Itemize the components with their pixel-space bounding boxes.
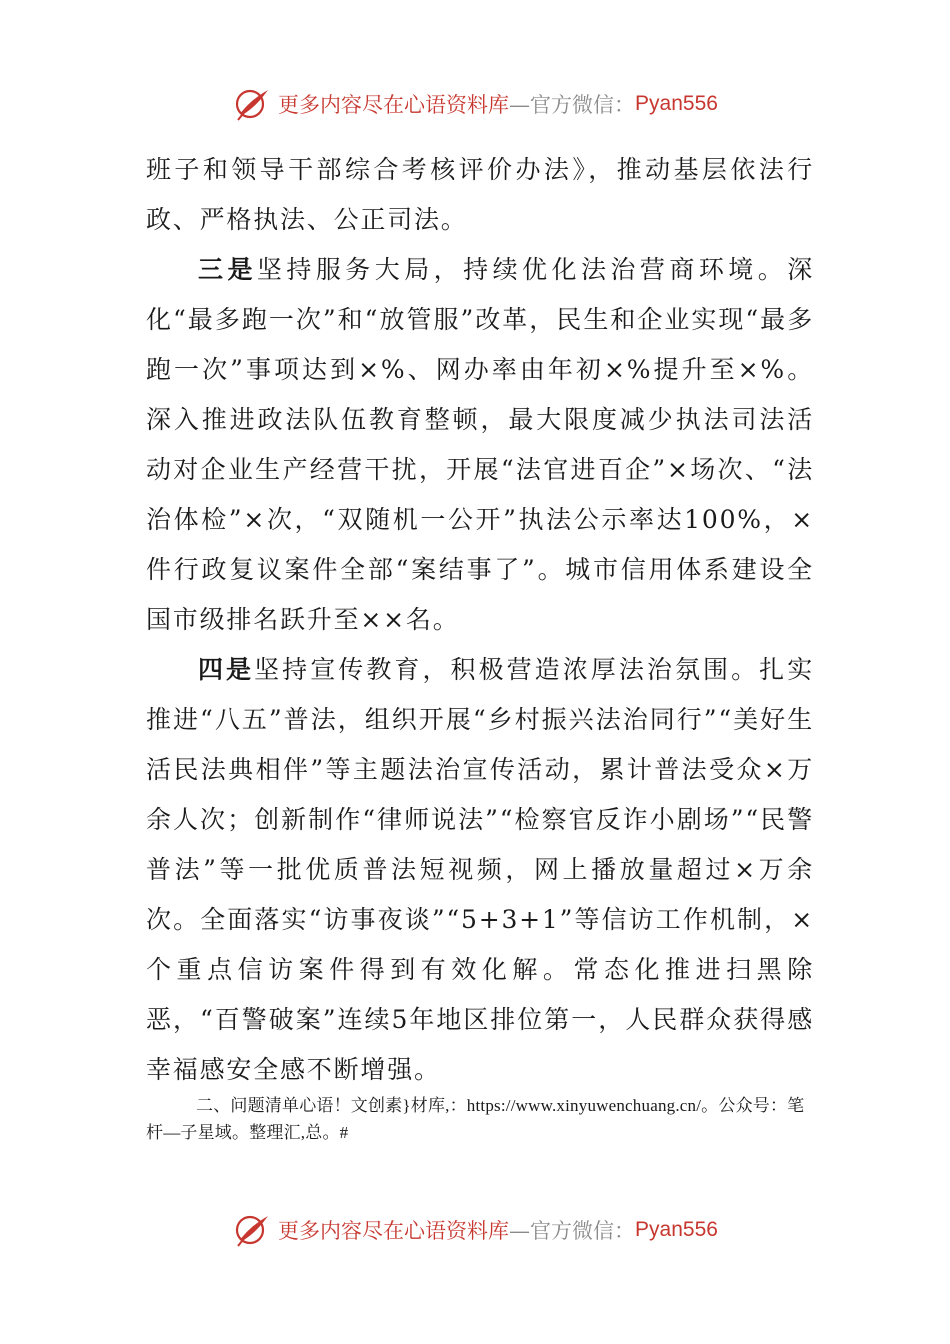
paragraph-text: 坚持服务大局，持续优化法治营商环境。深化“最多跑一次”和“放管服”改革，民生和企业实现“最多跑一次”事项达到×%、网办率由年初×%提升至×%。深入推进政法队伍教育整顿，最大限度减少执法司法活动对企业生产经营干扰，开展“法官进百企”×场次、“法治体检”×次，“双随机一公开”执法公示率达100%，×件行政复议案件全部“案结事了”。城市信用体系建设全国市级排名跃升至××名。 [146,255,814,634]
paragraph-3 [146,645,814,1095]
paragraph-2 [146,245,814,645]
document-body [146,145,814,1095]
banner-text-label: —官方微信： [509,1219,636,1243]
paragraph-lead: 三是 [198,255,257,284]
source-note: 二、问题清单心语！文创素}材库,：https://www.xinyuwenchuang.cn/。公众号：笔杆—子星域。整理汇,总。# [146,1096,805,1142]
banner-text-label: —官方微信： [509,93,636,117]
paragraph-text: 班子和领导干部综合考核评价办法》，推动基层依法行政、严格执法、公正司法。 [146,155,814,234]
paragraph-lead: 四是 [198,655,255,684]
header-banner [0,82,950,126]
banner-text-main: 更多内容尽在心语资料库 [278,1219,510,1243]
paragraph-text: 坚持宣传教育，积极营造浓厚法治氛围。扎实推进“八五”普法，组织开展“乡村振兴法治同行”“美好生活民法典相伴”等主题法治宣传活动，累计普法受众×万余人次；创新制作“律师说法”“检察官反诈小剧场”“民警普法”等一批优质普法短视频，网上播放量超过×万余次。全面落实“访事夜谈”“5+3+1”等信访工作机制，×个重点信访案件得到有效化解。常态化推进扫黑除恶，“百警破案”连续5年地区排位第一，人民群众获得感幸福感安全感不断增强。 [146,655,814,1084]
banner-wechat-id: Pyan556 [635,92,718,115]
paragraph-1 [146,145,814,245]
quill-logo-icon [232,1210,272,1250]
banner-text-main: 更多内容尽在心语资料库 [278,93,510,117]
banner-wechat-id: Pyan556 [635,1218,718,1241]
quill-logo-icon [232,84,272,124]
footer-banner [0,1208,950,1252]
